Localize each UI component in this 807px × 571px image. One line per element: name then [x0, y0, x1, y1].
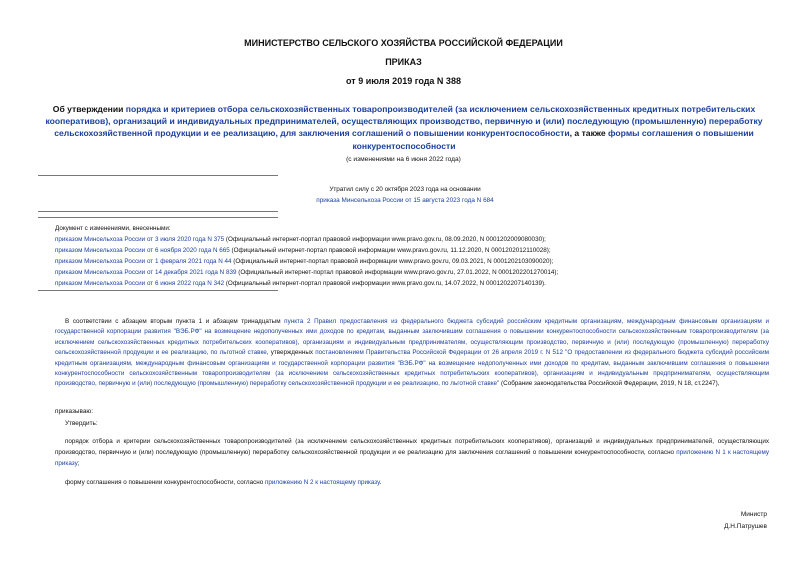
order-word: приказываю:: [55, 408, 93, 415]
rules-link[interactable]: пункта 2 Правил предоставления из федерального бюджета субсидий российским кредитным организациям, международным финансовым организациям и государственной корпорации развития "ВЭБ.РФ" на возмещение недополученных ими доходов по кредитам, выданным заключившим соглашения о повышении конкурентоспособности сельскохозяйственным товаропроизводителям (за исключением сельскохозяйственных кредитных потребительских кооперативов), организациям и индивидуальным предпринимателям, осуществляющим производство, первичную и (или) последующую (промышленную) переработку сельскохозяйственной продукции и ее реализацию, по льготной ставке: [55, 318, 769, 357]
list-item: приказом Минсельхоза России от 3 июля 2020 года N 375 (Официальный интернет-портал правовой информации www.pravo.gov.ru, 08.09.2020, N 0001202009080030);: [55, 236, 546, 243]
approval-item: форму соглашения о повышении конкурентоспособности, согласно приложению N 2 к настоящему приказу.: [65, 479, 382, 486]
divider: [38, 211, 278, 212]
amendment-link[interactable]: приказом Минсельхоза России от 3 июля 2020 года N 375: [55, 236, 225, 243]
divider: [38, 290, 278, 291]
appendix-1-link[interactable]: приложению N 1 к настоящему приказу: [55, 448, 770, 467]
order-date-number: от 9 июля 2019 года N 388: [346, 76, 461, 86]
signer-name: Д.Н.Патрушев: [724, 523, 767, 530]
title-procedure-link[interactable]: порядка и критериев отбора сельскохозяйственных товаропроизводителей (за исключением сельскохозяйственных кредитных потребительских кооперативов), организаций и индивидуальных предпринимателей, осуществляющих производство, первичную и (или) последующую (промышленную) переработку сельскохозяйственной продукции и ее реализацию, для заключения соглашений о повышении конкурентоспособности: [45, 104, 763, 139]
ministry-name: МИНИСТЕРСТВО СЕЛЬСКОГО ХОЗЯЙСТВА РОССИЙСКОЙ ФЕДЕРАЦИИ: [244, 38, 563, 48]
divider: [38, 175, 278, 176]
appendix-2-link[interactable]: приложению N 2 к настоящему приказу: [264, 479, 380, 486]
signer-position: Министр: [740, 511, 767, 518]
amending-documents-list: [55, 223, 775, 289]
government-decree-link[interactable]: постановлением Правительства Российской Федерации от 26 апреля 2019 г. N 512 "О предоставлении из федерального бюджета субсидий российским кредитным организациям, международным финансовым организациям и государственной корпорации развития "ВЭБ.РФ" на возмещение недополученных ими доходов по кредитам, выданным заключившим соглашения о повышении конкурентоспособности сельскохозяйственным товаропроизводителям (за исключением сельскохозяйственных кредитных потребительских кооперативов), организациям и индивидуальным предпринимателям, осуществляющим производство, первичную и (или) последующую (промышленную) переработку сельскохозяйственной продукции и ее реализацию, по льготной ставке": [55, 349, 769, 388]
amendment-link[interactable]: приказом Минсельхоза России от 14 декабря 2021 года N 839: [55, 269, 237, 276]
preamble-paragraph: В соответствии с абзацем вторым пункта 1 и абзацем тринадцатым пункта 2 Правил предоставления из федерального бюджета субсидий российским кредитным организациям, международным финансовым организациям и государственной корпорации развития "ВЭБ.РФ" на возмещение недополученных ими доходов по кредитам, выданным заключившим соглашения о повышении конкурентоспособности сельскохозяйственным товаропроизводителям (за исключением сельскохозяйственных кредитных потребительских кооперативов), организациям и индивидуальным предпринимателям, осуществляющим производство, первичную и (или) последующую (промышленную) переработку сельскохозяйственной продукции и ее реализацию, по льготной ставке, утвержденных постановлением Правительства Российской Федерации от 26 апреля 2019 г. N 512 "О предоставлении из федерального бюджета субсидий российским кредитным организациям, международным финансовым организациям и государственной корпорации развития "ВЭБ.РФ" на возмещение недополученных ими доходов по кредитам, выданным заключившим соглашения о повышении конкурентоспособности сельскохозяйственным товаропроизводителям (за исключением сельскохозяйственных кредитных потребительских кооперативов), организациям и индивидуальным предпринимателям, осуществляющим производство, первичную и (или) последующую (промышленную) переработку сельскохозяйственной продукции и ее реализацию, по льготной ставке" (Собрание законодательства Российской Федерации, 2019, N 18, ст.2247),: [55, 318, 769, 388]
document-title: [34, 103, 774, 152]
amendment-link[interactable]: приказом Минсельхоза России от 1 февраля 2021 года N 44: [55, 258, 232, 265]
approve-word: Утвердить:: [65, 420, 98, 427]
title-middle: , а также: [569, 128, 609, 139]
repeal-notice: [180, 185, 630, 206]
repeal-line: Утратил силу с 20 октября 2023 года на основании: [329, 186, 481, 193]
divider: [38, 217, 278, 218]
list-item: приказом Минсельхоза России от 14 декабря 2021 года N 839 (Официальный интернет-портал правовой информации www.pravo.gov.ru, 27.01.2022, N 0001202201270014);: [55, 269, 559, 276]
title-prefix: Об утверждении: [52, 104, 126, 114]
list-item: приказом Минсельхоза России от 1 февраля 2021 года N 44 (Официальный интернет-портал правовой информации www.pravo.gov.ru, 09.03.2021, N 0001202103090020);: [55, 258, 554, 265]
repeal-order-link[interactable]: приказа Минсельхоза России от 15 августа 2023 года N 684: [316, 196, 494, 204]
approval-item: порядок отбора и критерии сельскохозяйственных товаропроизводителей (за исключением сельскохозяйственных кредитных потребительских кооперативов), организаций и индивидуальных предпринимателей, осуществляющих производство, первичную и (или) последующую (промышленную) переработку сельскохозяйственной продукции и ее реализацию для заключения соглашений о повышении конкурентоспособности, согласно приложению N 1 к настоящему приказу;: [55, 438, 770, 467]
amendment-link[interactable]: приказом Минсельхоза России от 6 июня 2022 года N 342: [55, 280, 225, 287]
list-item: приказом Минсельхоза России от 6 ноября 2020 года N 665 (Официальный интернет-портал правовой информации www.pravo.gov.ru, 11.12.2020, N 0001202012110028);: [55, 247, 551, 254]
title-form-link[interactable]: формы соглашения о повышении конкурентоспособности: [352, 128, 754, 151]
amendment-link[interactable]: приказом Минсельхоза России от 6 ноября 2020 года N 665: [55, 247, 230, 254]
amending-documents-heading: Документ с изменениями, внесенными:: [55, 225, 171, 232]
document-type: ПРИКАЗ: [385, 57, 422, 67]
list-item: приказом Минсельхоза России от 6 июня 2022 года N 342 (Официальный интернет-портал правовой информации www.pravo.gov.ru, 14.07.2022, N 0001202207140139).: [55, 280, 546, 287]
amendment-note: (с изменениями на 6 июня 2022 года): [346, 156, 461, 163]
